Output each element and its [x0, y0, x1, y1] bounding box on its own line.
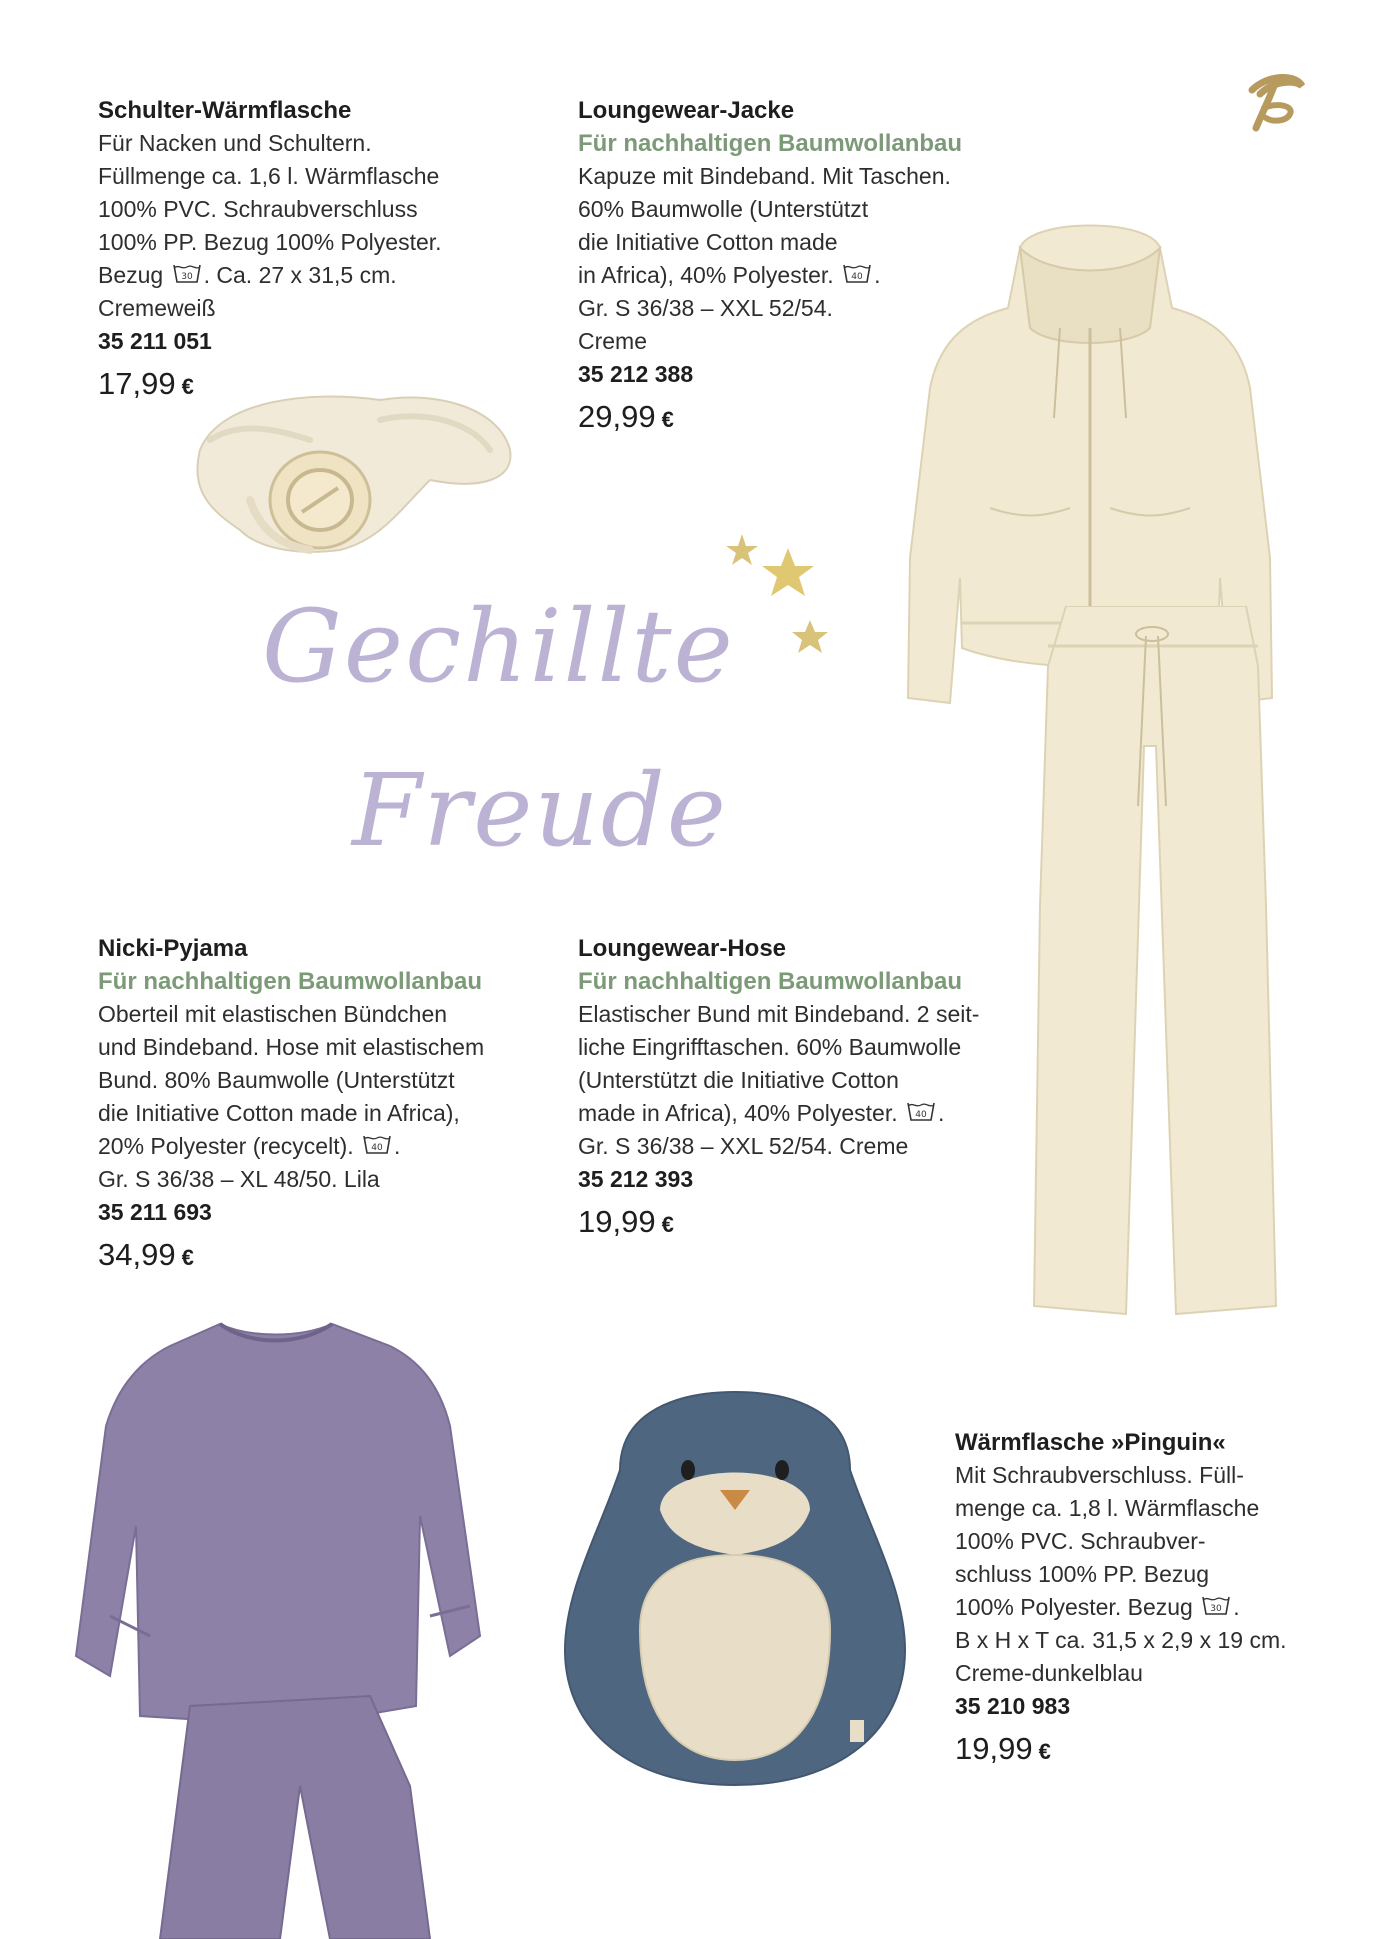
desc-text: in Africa), 40% Polyester.: [578, 262, 834, 288]
desc-text: .: [938, 1100, 945, 1126]
headline-line-1: Gechillte: [262, 588, 735, 705]
product-desc-line: Oberteil mit elastischen Bündchen: [98, 1001, 448, 1027]
wash-temp: 40: [851, 272, 863, 282]
price: [98, 1235, 484, 1278]
product-desc-line: 100% PP. Bezug 100% Polyester.: [98, 229, 442, 255]
wash-temp: 40: [371, 1143, 383, 1153]
wash-symbol-icon: [906, 1099, 936, 1123]
article-number: 35 211 051: [98, 328, 212, 354]
desc-text: 100% Polyester. Bezug: [955, 1594, 1193, 1620]
desc-text: 20% Polyester (recycelt).: [98, 1133, 354, 1159]
product-desc-line: [578, 1097, 979, 1130]
product-title: Loungewear-Hose: [578, 935, 787, 962]
tchibo-logo-icon: [1238, 68, 1310, 134]
penguin-hot-water-bottle-image: [560, 1390, 910, 1790]
price-value: 19,99: [955, 1731, 1033, 1766]
product-desc-line: 100% PVC. Schraubverschluss: [98, 196, 418, 222]
product-tagline: Für nachhaltigen Baumwollanbau: [578, 130, 963, 157]
product-desc-line: 100% PVC. Schraubver-: [955, 1528, 1206, 1554]
wash-symbol-icon: [362, 1132, 392, 1156]
desc-text: made in Africa), 40% Polyester.: [578, 1100, 898, 1126]
product-title: Wärmflasche »Pinguin«: [955, 1429, 1226, 1456]
price-value: 19,99: [578, 1204, 656, 1239]
currency: €: [661, 1212, 674, 1237]
product-desc-line: Creme-dunkelblau: [955, 1660, 1143, 1686]
desc-text: . Ca. 27 x 31,5 cm.: [203, 262, 397, 288]
article-number: 35 212 393: [578, 1166, 694, 1192]
product-desc-line: [98, 1130, 484, 1163]
price-value: 29,99: [578, 399, 656, 434]
price-value: 34,99: [98, 1237, 176, 1272]
article-number: 35 211 693: [98, 1199, 212, 1225]
headline-line-2: Freude: [352, 752, 728, 869]
product-desc-line: Gr. S 36/38 – XXL 52/54. Creme: [578, 1133, 909, 1159]
product-desc-line: Gr. S 36/38 – XL 48/50. Lila: [98, 1166, 380, 1192]
article-number: 35 210 983: [955, 1693, 1071, 1719]
product-desc-line: Füllmenge ca. 1,6 l. Wärmflasche: [98, 163, 440, 189]
desc-text: .: [874, 262, 881, 288]
product-desc-line: die Initiative Cotton made: [578, 229, 838, 255]
product-desc-line: Bund. 80% Baumwolle (Unterstützt: [98, 1067, 455, 1093]
product-desc-line: die Initiative Cotton made in Africa),: [98, 1100, 460, 1126]
product-desc-line: B x H x T ca. 31,5 x 2,9 x 19 cm.: [955, 1627, 1287, 1653]
price: [578, 1202, 979, 1245]
article-number: 35 212 388: [578, 361, 694, 387]
wash-temp: 40: [915, 1110, 927, 1120]
currency: €: [181, 374, 194, 399]
wash-symbol-icon: [1201, 1593, 1231, 1617]
product-desc-line: Kapuze mit Bindeband. Mit Taschen.: [578, 163, 951, 189]
product-desc-line: (Unterstützt die Initiative Cotton: [578, 1067, 899, 1093]
desc-text: .: [394, 1133, 401, 1159]
velvet-pyjama-image: [70, 1316, 490, 1939]
product-title: Schulter-Wärmflasche: [98, 97, 352, 124]
product-title: Nicki-Pyjama: [98, 935, 248, 962]
currency: €: [1038, 1739, 1051, 1764]
product-desc-line: menge ca. 1,8 l. Wärmflasche: [955, 1495, 1260, 1521]
product-waermflasche-pinguin: [955, 1426, 1287, 1772]
product-desc-line: Cremeweiß: [98, 295, 216, 321]
gold-stars-decoration: [718, 528, 838, 668]
desc-text: .: [1233, 1594, 1240, 1620]
lounge-trousers-image: [1026, 606, 1280, 1318]
price-value: 17,99: [98, 366, 176, 401]
product-desc-line: liche Eingrifftaschen. 60% Baumwolle: [578, 1034, 962, 1060]
currency: €: [181, 1245, 194, 1270]
product-desc-line: Gr. S 36/38 – XXL 52/54.: [578, 295, 833, 321]
currency: €: [661, 407, 674, 432]
product-schulter-waermflasche: [98, 94, 442, 407]
product-tagline: Für nachhaltigen Baumwollanbau: [578, 968, 963, 995]
product-desc-line: Mit Schraubverschluss. Füll-: [955, 1462, 1244, 1488]
product-title: Loungewear-Jacke: [578, 97, 795, 124]
wash-symbol-icon: [842, 261, 872, 285]
product-desc-line: [955, 1591, 1287, 1624]
product-desc-line: 60% Baumwolle (Unterstützt: [578, 196, 869, 222]
desc-text: Bezug: [98, 262, 164, 288]
product-desc-line: Creme: [578, 328, 648, 354]
product-desc-line: Elastischer Bund mit Bindeband. 2 seit-: [578, 1001, 980, 1027]
wash-temp: 30: [180, 272, 193, 282]
product-tagline: Für nachhaltigen Baumwollanbau: [98, 968, 483, 995]
wash-symbol-icon: [172, 261, 202, 285]
price: [955, 1729, 1287, 1772]
product-desc-line: und Bindeband. Hose mit elastischem: [98, 1034, 485, 1060]
product-nicki-pyjama: [98, 932, 484, 1278]
product-desc-line: schluss 100% PP. Bezug: [955, 1561, 1210, 1587]
product-loungewear-hose: [578, 932, 979, 1245]
wash-temp: 30: [1210, 1604, 1222, 1614]
product-desc-line: [98, 259, 442, 292]
shoulder-hot-water-bottle-image: [180, 380, 520, 570]
product-desc-line: Für Nacken und Schultern.: [98, 130, 372, 156]
